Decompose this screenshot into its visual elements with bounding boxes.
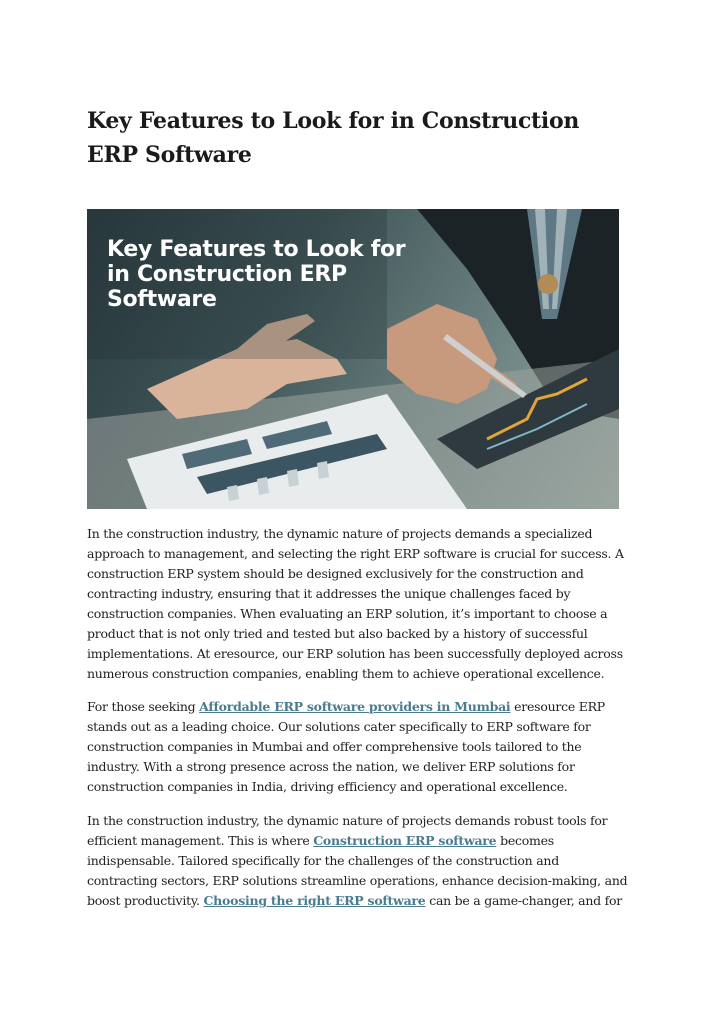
lapel-pin xyxy=(538,274,558,294)
paragraph-3-text-after: can be a game-changer, and for xyxy=(425,893,623,908)
hero-overlay-title: Key Features to Look for in Construction ERP Software xyxy=(107,237,406,312)
paragraph-3-text-before: In the construction industry, the dynamic nature of projects demands robust tools for efficient management. This is where xyxy=(87,813,608,848)
hero-image xyxy=(87,209,619,509)
affordable-erp-mumbai-link[interactable]: Affordable ERP software providers in Mumbai xyxy=(199,699,511,714)
construction-erp-software-link[interactable]: Construction ERP software xyxy=(313,833,497,848)
paragraph-2 xyxy=(87,697,632,797)
choosing-right-erp-link[interactable]: Choosing the right ERP software xyxy=(203,893,426,908)
paragraph-2-text-after: eresource ERP stands out as a leading choice. Our solutions cater specifically to ERP software for construction companies in Mumbai and offer comprehensive tools tailored to the industry. With a strong presence across the nation, we deliver ERP solutions for construction companies in India, driving efficiency and operational excellence. xyxy=(87,699,605,794)
paragraph-2-text-before: For those seeking xyxy=(87,699,200,714)
paragraph-3 xyxy=(87,811,632,911)
paragraph-1: In the construction industry, the dynamic nature of projects demands a specialized approach to management, and selecting the right ERP software is crucial for success. A construction ERP system should be designed exclusively for the construction and contracting industry, ensuring that it addresses the unique challenges faced by construction companies. When evaluating an ERP solution, it’s important to choose a product that is not only tried and tested but also backed by a history of successful implementations. At eresource, our ERP solution has been successfully deployed across numerous construction companies, enabling them to achieve operational excellence. xyxy=(87,526,624,681)
page-title: Key Features to Look for in Construction ERP Software xyxy=(87,108,580,168)
paragraph-3-text-middle: becomes indispensable. Tailored specifically for the challenges of the construction and contracting sectors, ERP solutions streamline operations, enhance decision-making, and boost productivity. xyxy=(87,833,628,908)
